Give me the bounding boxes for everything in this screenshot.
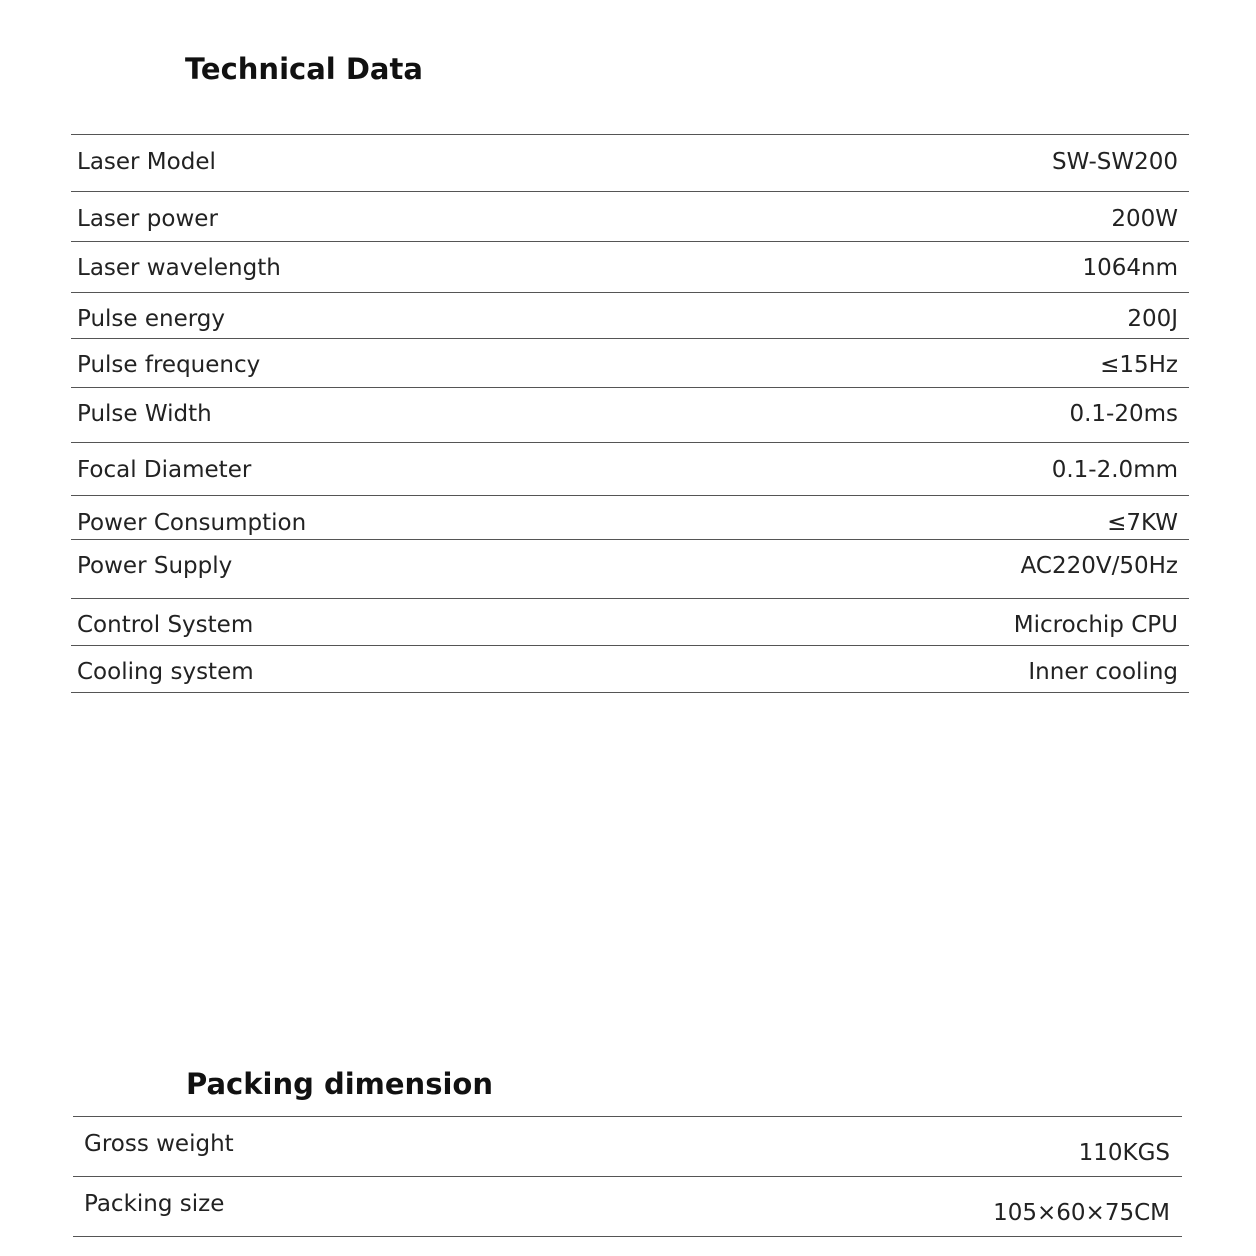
- row-label: Packing size: [84, 1191, 225, 1217]
- table-row-packing-size: [73, 1177, 1182, 1237]
- table-row-laser-model: [71, 135, 1189, 192]
- row-value: ≤7KW: [1107, 510, 1178, 536]
- row-value: 0.1-20ms: [1069, 401, 1178, 427]
- table-row-power-consumption: [71, 496, 1189, 540]
- row-label: Power Supply: [77, 553, 233, 579]
- packing-dimension-table: [73, 1116, 1182, 1237]
- row-value: ≤15Hz: [1100, 352, 1178, 378]
- row-label: Power Consumption: [77, 510, 307, 536]
- row-value: AC220V/50Hz: [1020, 553, 1178, 579]
- table-row-gross-weight: [73, 1117, 1182, 1177]
- technical-data-title: Technical Data: [185, 52, 423, 86]
- table-row-power-supply: [71, 540, 1189, 599]
- row-label: Laser Model: [77, 149, 216, 175]
- row-label: Control System: [77, 612, 254, 638]
- table-row-focal-diameter: [71, 443, 1189, 496]
- row-label: Laser wavelength: [77, 255, 281, 281]
- table-row-cooling-system: [71, 646, 1189, 693]
- table-row-laser-wavelength: [71, 242, 1189, 293]
- row-value: 1064nm: [1082, 255, 1178, 281]
- row-value: Inner cooling: [1028, 659, 1178, 685]
- table-row-pulse-energy: [71, 293, 1189, 339]
- row-label: Cooling system: [77, 659, 254, 685]
- packing-dimension-title: Packing dimension: [186, 1067, 493, 1101]
- row-value: 110KGS: [1078, 1140, 1170, 1166]
- row-label: Focal Diameter: [77, 457, 252, 483]
- row-label: Pulse energy: [77, 306, 226, 332]
- row-value: 0.1-2.0mm: [1051, 457, 1178, 483]
- row-value: SW-SW200: [1052, 149, 1178, 175]
- table-row-laser-power: [71, 192, 1189, 242]
- row-value: Microchip CPU: [1013, 612, 1178, 638]
- row-label: Laser power: [77, 206, 218, 232]
- technical-data-table: [71, 134, 1189, 693]
- table-row-pulse-frequency: [71, 339, 1189, 388]
- table-row-pulse-width: [71, 388, 1189, 443]
- row-label: Gross weight: [84, 1131, 234, 1157]
- row-label: Pulse Width: [77, 401, 212, 427]
- row-label: Pulse frequency: [77, 352, 261, 378]
- table-row-control-system: [71, 599, 1189, 646]
- row-value: 200J: [1127, 306, 1178, 332]
- row-value: 105×60×75CM: [993, 1200, 1170, 1226]
- row-value: 200W: [1111, 206, 1178, 232]
